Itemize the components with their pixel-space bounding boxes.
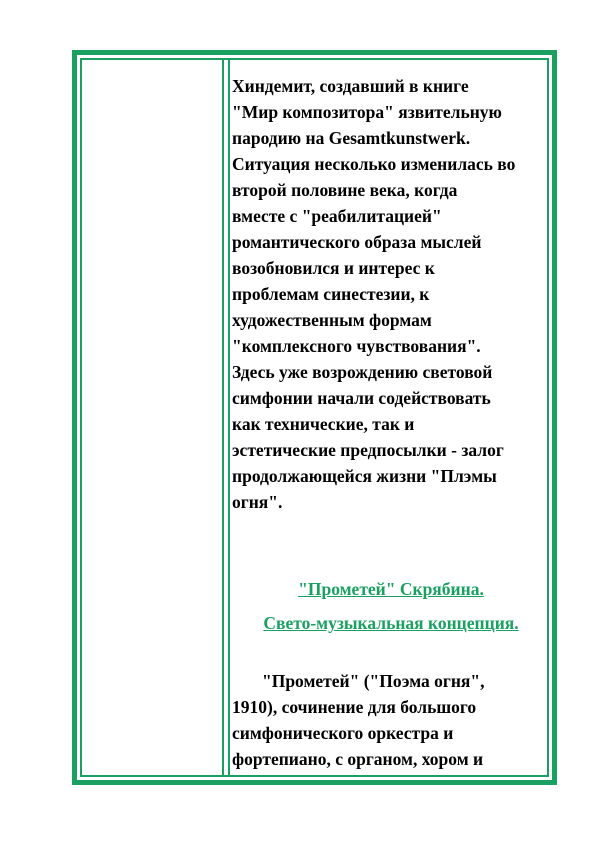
text-line: продолжающейся жизни "Плэмы: [232, 466, 497, 486]
text-line: симфонии начали содействовать: [232, 388, 491, 408]
text-line: второй половине века, когда: [232, 180, 458, 200]
text-line: огня".: [232, 492, 283, 512]
text-line: 1910), сочинение для большого: [232, 697, 477, 717]
text-line: "комплексного чувствования".: [232, 336, 481, 356]
section-heading: [232, 572, 550, 640]
text-line: как технические, так и: [232, 414, 415, 434]
text-line: фортепиано, с органом, хором и: [232, 749, 484, 769]
left-margin-cell: [82, 60, 222, 775]
text-line: "Прометей" ("Поэма огня",: [262, 671, 485, 691]
body-paragraph-1: [232, 73, 550, 515]
text-line: проблемам синестезии, к: [232, 284, 430, 304]
text-line: симфонического оркестра и: [232, 723, 454, 743]
text-line: эстетические предпосылки - залог: [232, 440, 504, 460]
text-line: возобновился и интерес к: [232, 258, 435, 278]
text-line: вместе с "реабилитацией": [232, 206, 442, 226]
text-line: Ситуация несколько изменилась во: [232, 154, 516, 174]
text-line: романтического образа мыслей: [232, 232, 482, 252]
heading-line-2: Свето-музыкальная концепция.: [263, 613, 519, 633]
text-line: Здесь уже возрождению световой: [232, 362, 493, 382]
text-line: художественным формам: [232, 310, 432, 330]
heading-line-1: "Прометей" Скрябина.: [298, 579, 484, 599]
text-line: "Мир композитора" язвительную: [232, 102, 502, 122]
column-divider: [222, 58, 230, 777]
text-line: Хиндемит, создавший в книге: [232, 76, 469, 96]
body-paragraph-2: [232, 668, 550, 772]
text-line: пародию на Gesamtkunstwerk.: [232, 128, 471, 148]
